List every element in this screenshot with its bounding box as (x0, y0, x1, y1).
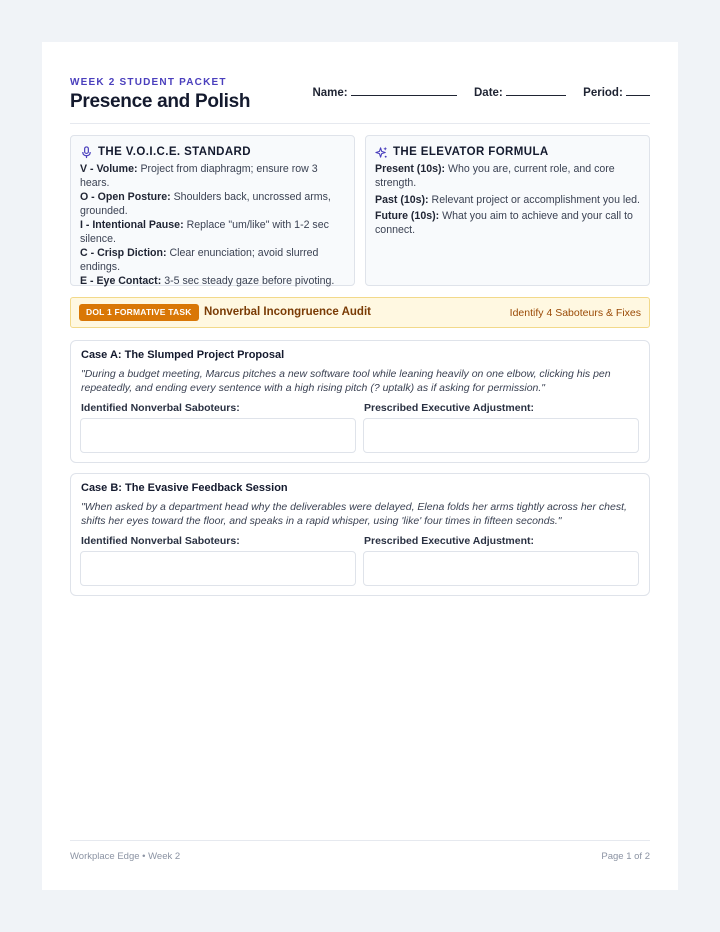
period-field[interactable] (583, 85, 650, 99)
task-title: Nonverbal Incongruence Audit (204, 306, 371, 318)
student-fields (298, 85, 650, 99)
task-banner (70, 297, 650, 328)
case-scenario: "When asked by a department head why the deliverables were delayed, Elena folds her arms tightly across her chest, shifts her eyes toward the floor, and speaks in a rapid whisper, using 'like' four times in fifteen seconds." (81, 501, 627, 527)
elevator-item-text: Relevant project or accomplishment you led. (431, 193, 640, 206)
date-line[interactable] (506, 85, 566, 96)
case-title: Case A: The Slumped Project Proposal (81, 349, 285, 361)
saboteurs-answer-box[interactable] (80, 551, 356, 586)
period-line[interactable] (626, 85, 650, 96)
footer-course: Workplace Edge • Week 2 (70, 851, 181, 862)
microphone-icon (80, 146, 93, 159)
voice-item-text: Clear enunciation; avoid slurred endings. (80, 247, 319, 273)
case-card (70, 340, 650, 463)
date-label: Date: (474, 87, 503, 99)
name-field[interactable] (312, 85, 456, 99)
name-line[interactable] (351, 85, 457, 96)
voice-item-text: Replace "um/like" with 1-2 sec silence. (80, 219, 329, 245)
voice-standard-card (70, 135, 355, 286)
elevator-card-header (375, 145, 549, 159)
voice-item-key: I - Intentional Pause: (80, 219, 184, 231)
period-label: Period: (583, 87, 623, 99)
name-label: Name: (312, 87, 348, 99)
elevator-item (375, 193, 640, 207)
voice-item (80, 162, 345, 190)
task-tag-badge: DOL 1 FORMATIVE TASK (79, 304, 199, 321)
adjustment-label: Prescribed Executive Adjustment: (364, 535, 534, 547)
page-title: Presence and Polish (70, 91, 251, 112)
page-header (70, 42, 650, 124)
elevator-list (375, 162, 640, 240)
worksheet-page (42, 42, 678, 890)
elevator-formula-card (365, 135, 650, 286)
sparkle-icon (375, 146, 388, 159)
elevator-item (375, 209, 640, 237)
voice-item-text: Shoulders back, uncrossed arms, grounded. (80, 191, 331, 217)
case-scenario: "During a budget meeting, Marcus pitches a new software tool while leaning heavily on one elbow, clicking his pen repeatedly, and ending every sentence with a high rising pitch (? uptalk) as if asking for permission." (81, 368, 611, 394)
voice-item-text: 3-5 sec steady gaze before pivoting. (164, 275, 335, 287)
voice-card-header (80, 145, 251, 159)
voice-item-key: O - Open Posture: (80, 191, 171, 203)
elevator-item-key: Future (10s): (375, 210, 440, 222)
footer-page-number: Page 1 of 2 (601, 851, 650, 862)
case-card (70, 473, 650, 596)
saboteurs-label: Identified Nonverbal Saboteurs: (81, 535, 240, 547)
elevator-item-text: Who you are, current role, and core strength. (375, 163, 615, 189)
page-footer (70, 840, 650, 860)
page-content (70, 42, 650, 890)
voice-item (80, 274, 345, 288)
adjustment-answer-box[interactable] (363, 418, 639, 453)
date-field[interactable] (474, 85, 566, 99)
voice-item-key: E - Eye Contact: (80, 275, 162, 287)
voice-item-key: C - Crisp Diction: (80, 247, 167, 259)
voice-card-title: THE V.O.I.C.E. STANDARD (98, 146, 251, 158)
adjustment-answer-box[interactable] (363, 551, 639, 586)
voice-item-key: V - Volume: (80, 163, 138, 175)
task-instructions: Identify 4 Saboteurs & Fixes (509, 307, 641, 319)
elevator-item-text: What you aim to achieve and your call to connect. (375, 210, 633, 236)
elevator-item-key: Past (10s): (375, 193, 429, 206)
week-label: WEEK 2 STUDENT PACKET (70, 77, 227, 88)
elevator-card-title: THE ELEVATOR FORMULA (393, 146, 549, 158)
adjustment-label: Prescribed Executive Adjustment: (364, 402, 534, 414)
saboteurs-label: Identified Nonverbal Saboteurs: (81, 402, 240, 414)
voice-item (80, 246, 345, 274)
voice-item-text: Project from diaphragm; ensure row 3 hears. (80, 163, 318, 189)
case-title: Case B: The Evasive Feedback Session (81, 482, 288, 494)
elevator-item-key: Present (10s): (375, 163, 446, 175)
saboteurs-answer-box[interactable] (80, 418, 356, 453)
voice-item (80, 190, 345, 218)
voice-item (80, 218, 345, 246)
elevator-item (375, 162, 640, 190)
voice-list (80, 162, 345, 288)
